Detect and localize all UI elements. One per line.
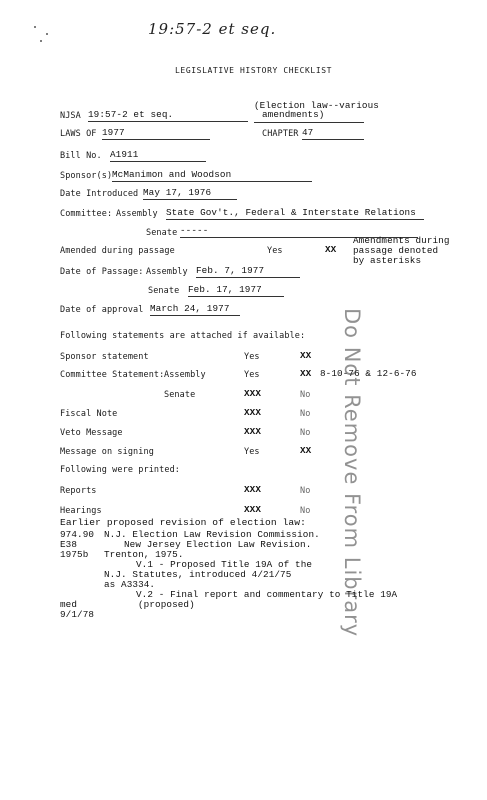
reports-no: No xyxy=(300,486,311,496)
library-stamp-text: Do Not Remove From Library xyxy=(340,308,364,638)
committee-label: Committee: xyxy=(60,209,113,219)
earlier-line-5: N.J. Statutes, introduced 4/21/75 xyxy=(104,569,292,580)
earlier-line-3: Trenton, 1975. xyxy=(104,549,184,560)
sponsor-statement-label: Sponsor statement xyxy=(60,352,149,362)
committee-statement-label: Committee Statement: xyxy=(60,370,165,380)
earlier-line-7: V.2 - Final report and commentary to Title 19A xyxy=(136,589,398,600)
njsa-note-2: amendments) xyxy=(262,109,325,120)
date-introduced-value: May 17, 1976 xyxy=(143,188,237,200)
amended-note-1: Amendments during xyxy=(353,235,450,246)
chapter-value: 47 xyxy=(302,128,364,140)
footer-date: 9/1/78 xyxy=(60,609,95,620)
amended-label: Amended during passage xyxy=(60,246,175,256)
passage-senate-value: Feb. 17, 1977 xyxy=(188,285,284,297)
fiscal-note-no: No xyxy=(300,409,311,419)
bill-no-value: A1911 xyxy=(110,150,206,162)
hearings-no: No xyxy=(300,506,311,516)
library-stamp xyxy=(340,308,374,638)
earlier-line-1: N.J. Election Law Revision Commission. xyxy=(104,529,320,540)
scan-speck xyxy=(40,40,42,42)
message-signing-mark: XX xyxy=(300,445,312,456)
sponsor-statement-mark: XX xyxy=(300,350,312,361)
committee-statement-dates: 8-10-76 & 12-6-76 xyxy=(320,368,417,379)
message-signing-label: Message on signing xyxy=(60,447,154,457)
footer-initials: med xyxy=(60,599,78,610)
earlier-call-3: 1975b xyxy=(60,549,89,560)
fiscal-note-label: Fiscal Note xyxy=(60,409,118,419)
approval-value: March 24, 1977 xyxy=(150,304,240,316)
reports-label: Reports xyxy=(60,486,97,496)
sponsors-label: Sponsor(s) xyxy=(60,171,113,181)
committee-assembly-label: Assembly xyxy=(116,209,158,219)
committee-senate-value: ----- xyxy=(180,226,418,238)
earlier-line-4: V.1 - Proposed Title 19A of the xyxy=(136,559,313,570)
veto-message-no: No xyxy=(300,428,311,438)
handwritten-header: 19:57-2 et seq. xyxy=(148,20,277,38)
njsa-value: 19:57-2 et seq. xyxy=(88,110,248,122)
amended-mark: XX xyxy=(325,244,337,255)
earlier-call-2: E38 xyxy=(60,539,78,550)
passage-assembly-value: Feb. 7, 1977 xyxy=(196,266,300,278)
earlier-heading: Earlier proposed revision of election law: xyxy=(60,517,307,528)
scan-speck xyxy=(46,33,48,35)
page-title: LEGISLATIVE HISTORY CHECKLIST xyxy=(175,66,333,75)
printed-heading: Following were printed: xyxy=(60,465,181,475)
committee-statement-mark: XX xyxy=(300,368,312,379)
scan-speck xyxy=(34,26,36,28)
committee-senate-label: Senate xyxy=(146,228,178,238)
hearings-label: Hearings xyxy=(60,506,102,516)
chapter-label: CHAPTER xyxy=(262,129,299,139)
veto-message-mark: XXX xyxy=(244,426,262,437)
njsa-note-1: (Election law--various xyxy=(254,100,379,111)
laws-of-label: LAWS OF xyxy=(60,129,97,139)
njsa-note-underline xyxy=(254,122,364,123)
amended-note-3: by asterisks xyxy=(353,255,422,266)
committee-assembly-value: State Gov't., Federal & Interstate Relations xyxy=(166,208,424,220)
committee-senate-no: No xyxy=(300,390,311,400)
fiscal-note-mark: XXX xyxy=(244,407,262,418)
passage-label: Date of Passage: xyxy=(60,267,144,277)
earlier-line-8: (proposed) xyxy=(138,599,195,610)
sponsor-statement-yes: Yes xyxy=(244,352,260,362)
amended-yes: Yes xyxy=(267,246,283,256)
committee-statement-senate: Senate xyxy=(164,390,196,400)
passage-senate-label: Senate xyxy=(148,286,180,296)
attached-heading: Following statements are attached if available: xyxy=(60,331,306,341)
veto-message-label: Veto Message xyxy=(60,428,123,438)
hearings-mark: XXX xyxy=(244,504,262,515)
amended-note-2: passage denoted xyxy=(353,245,439,256)
message-signing-yes: Yes xyxy=(244,447,260,457)
approval-label: Date of approval xyxy=(60,305,144,315)
sponsors-value: McManimon and Woodson xyxy=(112,170,312,182)
earlier-line-6: as A3334. xyxy=(104,579,156,590)
earlier-line-2: New Jersey Election Law Revision. xyxy=(124,539,312,550)
committee-senate-mark: XXX xyxy=(244,388,262,399)
earlier-call-1: 974.90 xyxy=(60,529,95,540)
committee-statement-yes: Yes xyxy=(244,370,260,380)
bill-no-label: Bill No. xyxy=(60,151,102,161)
passage-assembly-label: Assembly xyxy=(146,267,188,277)
njsa-label: NJSA xyxy=(60,111,81,121)
committee-statement-assembly: Assembly xyxy=(164,370,206,380)
reports-mark: XXX xyxy=(244,484,262,495)
laws-of-value: 1977 xyxy=(102,128,210,140)
date-introduced-label: Date Introduced xyxy=(60,189,139,199)
